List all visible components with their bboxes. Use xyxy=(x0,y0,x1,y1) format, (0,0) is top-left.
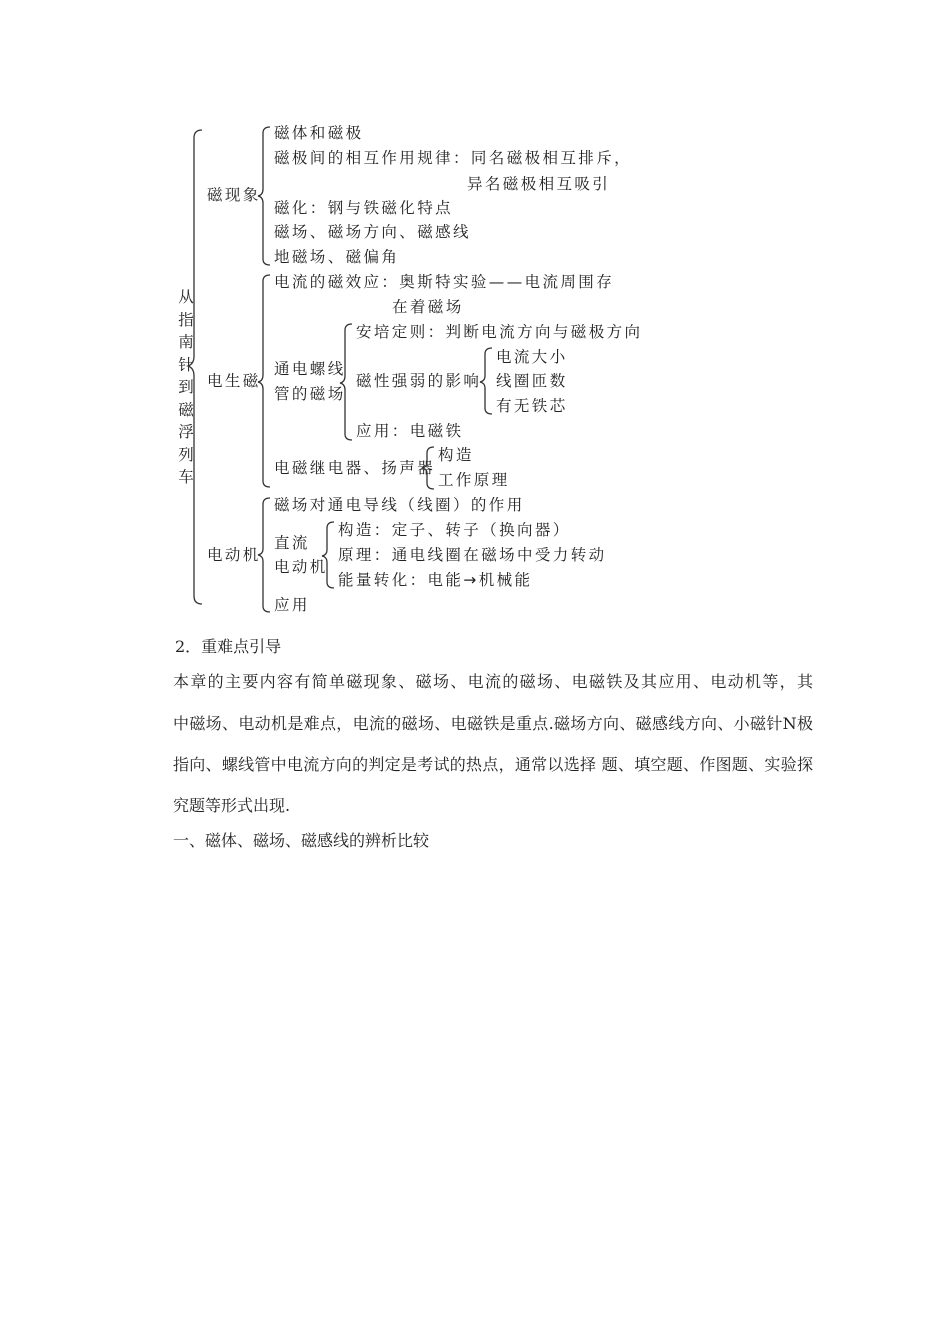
relay-principle: 工作原理 xyxy=(438,471,510,489)
paragraph-line-1: 本章的主要内容有简单磁现象、磁场、电流的磁场、电磁铁及其应用、电动机等，其 xyxy=(173,672,815,691)
dc-motor-energy: 能量转化：电能→机械能 xyxy=(338,571,533,589)
electricity-to-magnetism-brace xyxy=(258,273,272,489)
root-brace xyxy=(188,128,204,606)
section-heading: 2．重难点引导 xyxy=(175,637,282,656)
section-label-magnet-phenomena: 磁现象 xyxy=(207,186,261,204)
magnet-item-2: 磁极间的相互作用规律：同名磁极相互排斥， xyxy=(274,149,633,167)
strength-factors-brace xyxy=(480,346,494,416)
paragraph-line-4: 究题等形式出现. xyxy=(173,796,291,815)
relay-brace xyxy=(422,445,436,491)
motor-brace xyxy=(258,496,272,614)
factor-turns: 线圈匝数 xyxy=(496,372,568,390)
relay-structure: 构造 xyxy=(438,446,474,464)
root-label: 从 指 南 针 到 磁 浮 列 车 xyxy=(178,288,194,486)
relay-speaker-label: 电磁继电器、扬声器 xyxy=(274,459,436,477)
solenoid-label-line-2: 管的磁场 xyxy=(274,385,346,403)
factor-iron-core: 有无铁芯 xyxy=(496,397,568,415)
subheading: 一、磁体、磁场、磁感线的辨析比较 xyxy=(173,831,430,850)
solenoid-brace xyxy=(340,322,354,442)
section-label-electricity-to-magnetism: 电生磁 xyxy=(207,372,261,390)
paragraph-line-3: 指向、螺线管中电流方向的判定是考试的热点，通常以选择 题、填空题、作图题、实验探 xyxy=(173,755,814,774)
paragraph-line-2: 中磁场、电动机是难点，电流的磁场、电磁铁是重点.磁场方向、磁感线方向、小磁针N极 xyxy=(173,714,814,733)
magnet-item-2-cont: 异名磁极相互吸引 xyxy=(467,175,611,193)
dc-motor-principle: 原理：通电线圈在磁场中受力转动 xyxy=(338,546,607,564)
magnet-phenomena-brace xyxy=(258,125,272,267)
force-on-wire: 磁场对通电导线（线圈）的作用 xyxy=(274,496,525,514)
dc-motor-label-line-2: 电动机 xyxy=(274,558,328,576)
dc-motor-label-line-1: 直流 xyxy=(274,534,310,552)
electromagnet-application: 应用：电磁铁 xyxy=(356,422,464,440)
factor-current: 电流大小 xyxy=(496,348,568,366)
section-label-motor: 电动机 xyxy=(207,546,261,564)
magnet-item-1: 磁体和磁极 xyxy=(274,124,364,142)
dc-motor-structure: 构造：定子、转子（换向器） xyxy=(338,521,571,539)
magnetism-strength-label: 磁性强弱的影响 xyxy=(356,372,482,390)
solenoid-label-line-1: 通电螺线 xyxy=(274,360,346,378)
current-effect-line-2: 在着磁场 xyxy=(392,298,464,316)
magnet-item-4: 磁场、磁场方向、磁感线 xyxy=(274,223,471,241)
motor-application: 应用 xyxy=(274,596,310,614)
current-effect-line-1: 电流的磁效应：奥斯特实验——电流周围存 xyxy=(274,273,615,291)
ampere-rule: 安培定则：判断电流方向与磁极方向 xyxy=(356,323,643,341)
magnet-item-5: 地磁场、磁偏角 xyxy=(274,248,400,266)
dc-motor-brace xyxy=(322,520,336,590)
magnet-item-3: 磁化：钢与铁磁化特点 xyxy=(274,199,454,217)
